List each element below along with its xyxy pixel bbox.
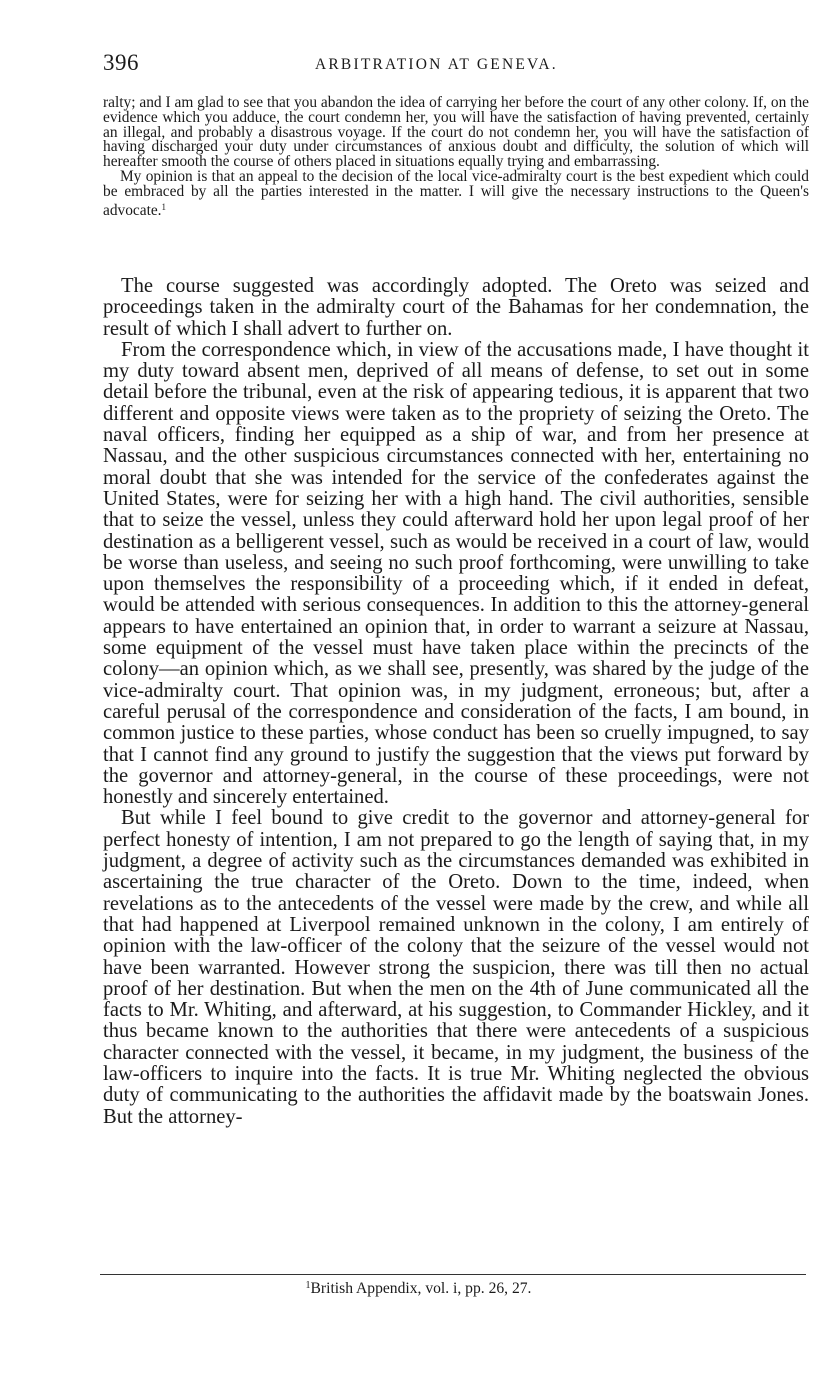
footnote-reference: 1 xyxy=(161,201,167,212)
footnote-text: British Appendix, vol. i, pp. 26, 27. xyxy=(310,1280,532,1297)
page-number: 396 xyxy=(103,50,139,75)
footnote-divider xyxy=(100,1274,806,1275)
quote-paragraph-text: My opinion is that an appeal to the decision of the local vice-admiralty court is the best expedient which could be embraced by all the parties interested in the matter. I will give the necessary instructions to the Queen's advocate. xyxy=(103,167,809,219)
quote-paragraph: ralty; and I am glad to see that you abandon the idea of carrying her before the court of any other colony. If, on the evidence which you adduce, the court condemn her, you will have the satisfaction of having prevented, certainly an illegal, and probably a disastrous voyage. If the court do not condemn her, you will have the satisfaction of having discharged your duty under circumstances of anxious doubt and difficulty, the solution of which will hereafter smooth the course of others placed in situations equally trying and embarrassing. xyxy=(103,94,809,171)
body-text xyxy=(103,276,809,1128)
body-paragraph: But while I feel bound to give credit to the governor and attorney-general for perfect honesty of intention, I am not prepared to go the length of saying that, in my judgment, a degree of activity such as the circumstances demanded was exhibited in ascertaining the true character of the Oreto. Down to the time, indeed, when revelations as to the antecedents of the vessel were made by the crew, and while all that had happened at Liverpool remained unknown in the colony, I am entirely of opinion with the law-officer of the colony that the seizure of the vessel would not have been warranted. However strong the suspicion, there was till then no actual proof of her destination. But when the men on the 4th of June communicated all the facts to Mr. Whiting, and afterward, at his suggestion, to Commander Hickley, and it thus became known to the authorities that there were antecedents of a suspicious character connected with the vessel, it became, in my judgment, the business of the law-officers to inquire into the facts. It is true Mr. Whiting neglected the obvious duty of communicating to the authorities the affidavit made by the boatswain Jones. But the attorney- xyxy=(103,807,809,1128)
footnote-marker: 1 xyxy=(305,1280,311,1291)
footnote xyxy=(0,1280,837,1298)
quote-paragraph xyxy=(103,167,809,219)
body-paragraph: From the correspondence which, in view of the accusations made, I have thought it my duty toward absent men, deprived of all means of defense, to set out in some detail before the tribunal, even at the risk of appearing tedious, it is apparent that two different and opposite views were taken as to the propriety of seizing the Oreto. The naval officers, finding her equipped as a ship of war, and from her presence at Nassau, and the other suspicious circumstances connected with her, entertaining no moral doubt that she was intended for the service of the confederates against the United States, were for seizing her with a high hand. The civil authorities, sensible that to seize the vessel, unless they could afterward hold her upon legal proof of her destination as a belligerent vessel, such as would be received in a court of law, would be worse than useless, and seeing no such proof forthcoming, were unwilling to take upon themselves the responsibility of a proceeding which, if it ended in defeat, would be attended with serious consequences. In addition to this the attorney-general appears to have entertained an opinion that, in order to warrant a seizure at Nassau, some equipment of the vessel must have taken place within the precincts of the colony—an opinion which, as we shall see, presently, was shared by the judge of the vice-admiralty court. That opinion was, in my judgment, erroneous; but, after a careful perusal of the correspondence and consideration of the facts, I am bound, in common justice to these parties, whose conduct has been so cruelly impugned, to say that I cannot find any ground to justify the suggestion that the views put forward by the governor and attorney-general, in the course of these proceedings, were not honestly and sincerely entertained. xyxy=(103,338,809,809)
body-paragraph: The course suggested was accordingly adopted. The Oreto was seized and proceedings taken in the admiralty court of the Bahamas for her condemnation, the result of which I shall advert to further on. xyxy=(103,275,809,340)
page-header xyxy=(103,50,809,80)
running-title: ARBITRATION AT GENEVA. xyxy=(315,56,558,73)
quoted-letter xyxy=(103,96,809,218)
